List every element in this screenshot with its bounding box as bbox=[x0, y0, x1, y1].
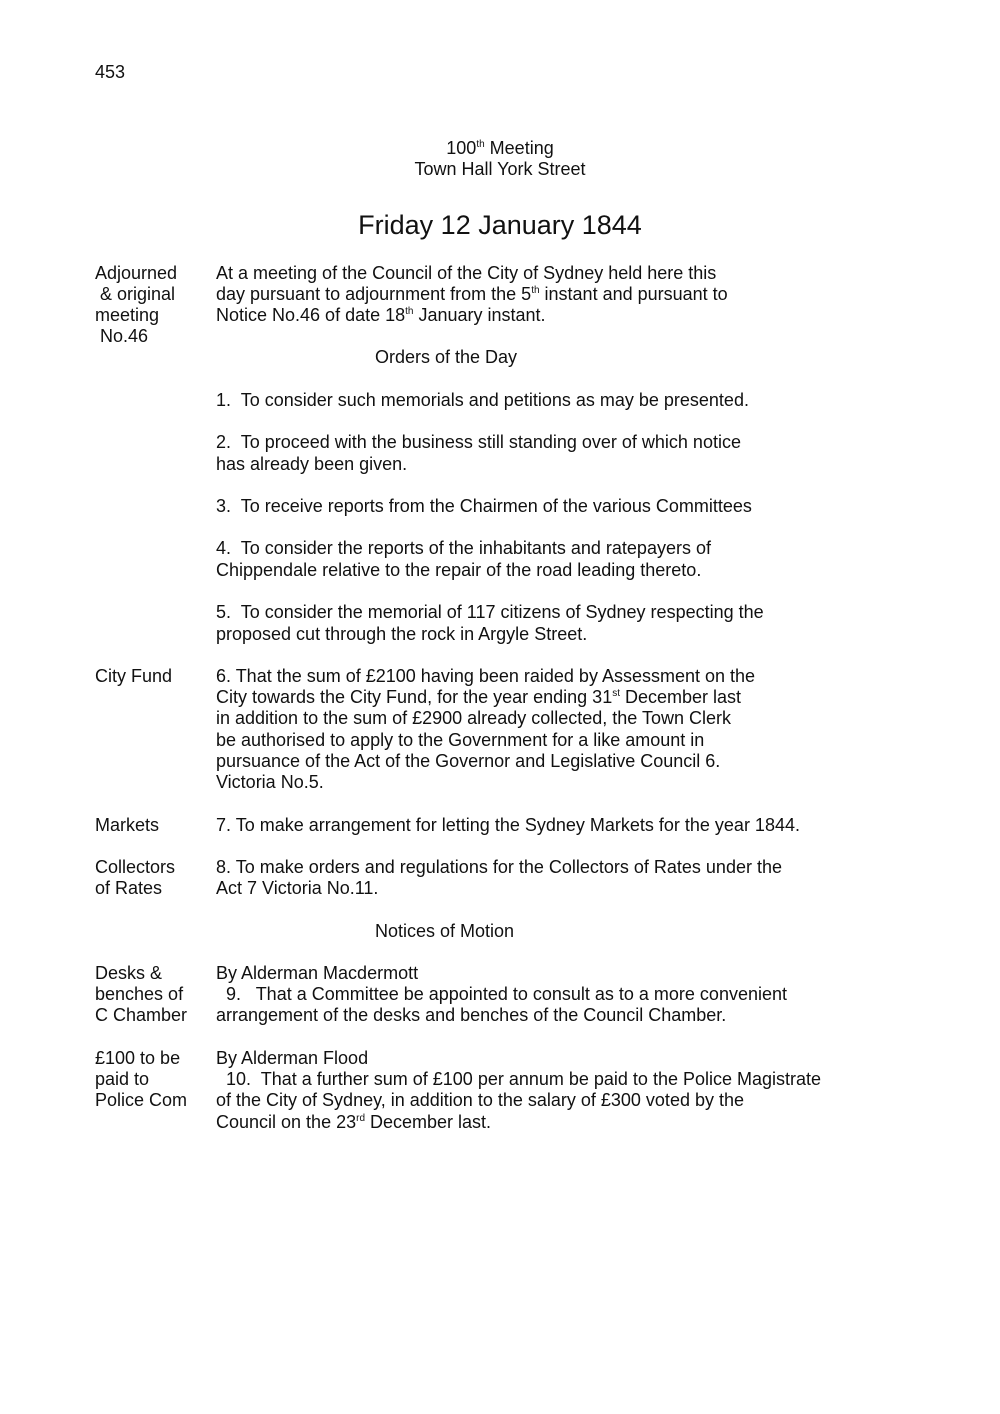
meeting-number-value: 100 bbox=[446, 138, 477, 158]
item-6-line-4: be authorised to apply to the Government for a like amount in bbox=[216, 730, 705, 750]
intro-line-3-sup: th bbox=[405, 306, 414, 317]
item-5-line-1: 5. To consider the memorial of 117 citizens of Sydney respecting the bbox=[216, 602, 764, 622]
item-2-line-2: has already been given. bbox=[216, 454, 408, 474]
intro-line-2-text-a: day pursuant to adjournment from the 5 bbox=[216, 284, 532, 304]
meeting-number bbox=[0, 138, 1000, 159]
motion-10-line-2: of the City of Sydney, in addition to the salary of £300 voted by the bbox=[216, 1090, 744, 1110]
meeting-word: Meeting bbox=[484, 138, 554, 158]
margin-note-adjourned-3: meeting bbox=[95, 305, 160, 325]
motion-10-line-1: 10. That a further sum of £100 per annum be paid to the Police Magistrate bbox=[216, 1069, 822, 1089]
item-7: 7. To make arrangement for letting the Sydney Markets for the year 1844. bbox=[216, 815, 800, 835]
margin-note-police-2: paid to bbox=[95, 1069, 150, 1089]
motion-10-line-3 bbox=[216, 1112, 491, 1133]
intro-line-2-sup: th bbox=[531, 285, 540, 296]
margin-note-police-1: £100 to be bbox=[95, 1048, 181, 1068]
margin-note-markets: Markets bbox=[95, 815, 160, 835]
margin-note-desks-3: C Chamber bbox=[95, 1005, 188, 1025]
item-6-line-6: Victoria No.5. bbox=[216, 772, 324, 792]
motion-9-line-1: 9. That a Committee be appointed to consult as to a more convenient bbox=[216, 984, 787, 1004]
item-3: 3. To receive reports from the Chairmen of the various Committees bbox=[216, 496, 752, 516]
margin-note-collectors-1: Collectors bbox=[95, 857, 176, 877]
page-number: 453 bbox=[95, 62, 126, 82]
notices-heading: Notices of Motion bbox=[375, 921, 515, 941]
meeting-date-title: Friday 12 January 1844 bbox=[358, 210, 642, 240]
item-6-line-1: 6. That the sum of £2100 having been raided by Assessment on the bbox=[216, 666, 756, 686]
margin-note-collectors-2: of Rates bbox=[95, 878, 163, 898]
item-4-line-1: 4. To consider the reports of the inhabitants and ratepayers of bbox=[216, 538, 711, 558]
margin-note-desks-1: Desks & bbox=[95, 963, 163, 983]
item-1: 1. To consider such memorials and petitions as may be presented. bbox=[216, 390, 749, 410]
margin-note-adjourned-2: & original bbox=[95, 284, 176, 304]
intro-line-3-text-a: Notice No.46 of date 18 bbox=[216, 305, 406, 325]
item-2-line-1: 2. To proceed with the business still standing over of which notice bbox=[216, 432, 741, 452]
meeting-number-suffix: th bbox=[476, 139, 485, 150]
item-8-line-2: Act 7 Victoria No.11. bbox=[216, 878, 379, 898]
item-4-line-2: Chippendale relative to the repair of the road leading thereto. bbox=[216, 560, 702, 580]
item-8-line-1: 8. To make orders and regulations for the Collectors of Rates under the bbox=[216, 857, 782, 877]
margin-note-city-fund: City Fund bbox=[95, 666, 173, 686]
orders-heading: Orders of the Day bbox=[375, 347, 518, 367]
item-6-line-3: in addition to the sum of £2900 already collected, the Town Clerk bbox=[216, 708, 731, 728]
item-6-line-2 bbox=[216, 687, 741, 708]
item-6-line-2-sup: st bbox=[612, 688, 620, 699]
motion-10-line-3-text-b: December last. bbox=[365, 1112, 492, 1132]
margin-note-adjourned-1: Adjourned bbox=[95, 263, 178, 283]
item-5-line-2: proposed cut through the rock in Argyle Street. bbox=[216, 624, 588, 644]
margin-note-police-3: Police Com bbox=[95, 1090, 188, 1110]
motion-10-line-3-sup: rd bbox=[356, 1113, 366, 1124]
item-6-line-2-text-b: December last bbox=[619, 687, 742, 707]
intro-line-1: At a meeting of the Council of the City of Sydney held here this bbox=[216, 263, 717, 283]
venue: Town Hall York Street bbox=[414, 159, 586, 179]
motion-9-line-2: arrangement of the desks and benches of the Council Chamber. bbox=[216, 1005, 727, 1025]
margin-note-desks-2: benches of bbox=[95, 984, 184, 1004]
intro-line-2-text-b: instant and pursuant to bbox=[539, 284, 728, 304]
intro-line-2 bbox=[216, 284, 728, 305]
margin-note-adjourned-4: No.46 bbox=[95, 326, 149, 346]
intro-line-3 bbox=[216, 305, 546, 326]
item-6-line-5: pursuance of the Act of the Governor and Legislative Council 6. bbox=[216, 751, 721, 771]
intro-line-3-text-b: January instant. bbox=[413, 305, 546, 325]
motion-10-by: By Alderman Flood bbox=[216, 1048, 369, 1068]
motion-9-by: By Alderman Macdermott bbox=[216, 963, 419, 983]
item-6-line-2-text-a: City towards the City Fund, for the year ending 31 bbox=[216, 687, 613, 707]
motion-10-line-3-text-a: Council on the 23 bbox=[216, 1112, 357, 1132]
